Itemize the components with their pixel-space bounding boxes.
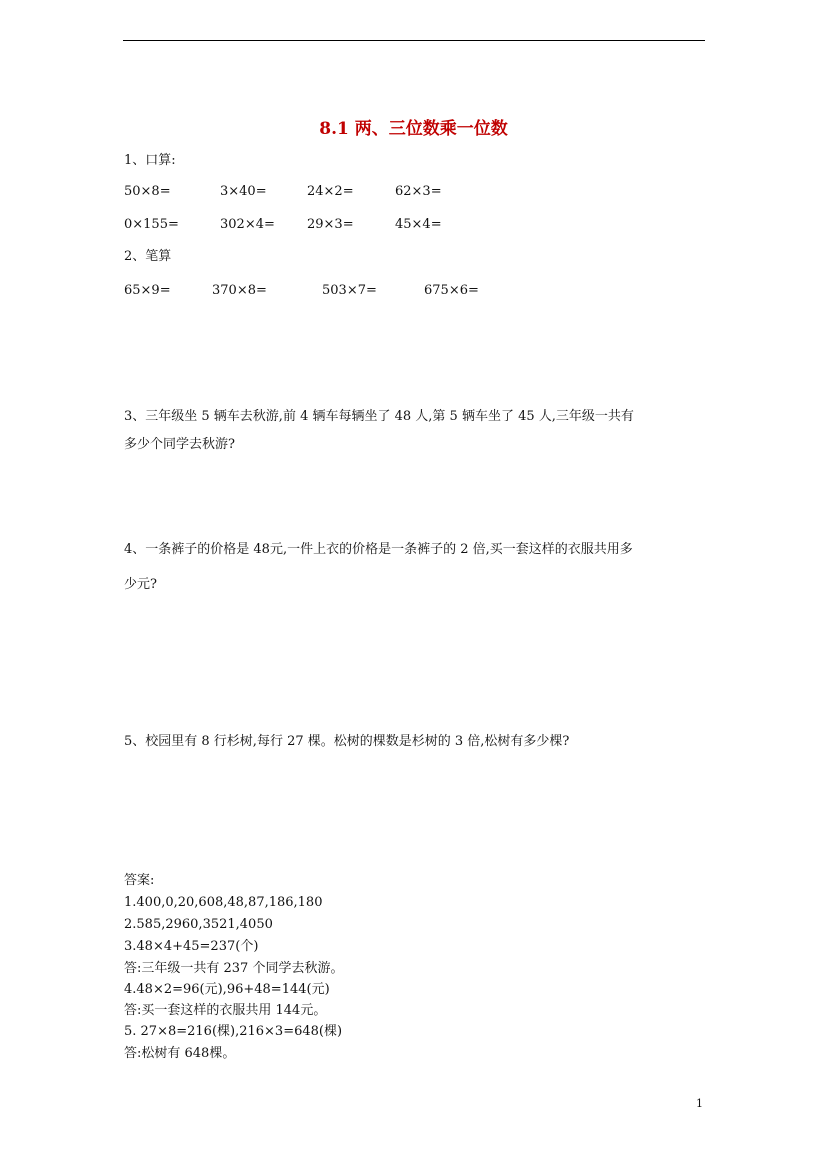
q2-item-2: 370×8= [212,283,267,298]
q1-row2-item-2: 302×4= [220,217,275,232]
q1-row1-item-3: 24×2= [307,184,354,199]
q1-row2-item-4: 45×4= [395,217,442,232]
answer-line-2: 2.585,2960,3521,4050 [124,917,273,932]
q4-line-2: 少元? [124,577,157,592]
answer-line-6: 答:买一套这样的衣服共用 144元。 [124,1003,327,1018]
q4-line-1: 4、一条裤子的价格是 48元,一件上衣的价格是一条裤子的 2 倍,买一套这样的衣服共用多 [124,542,633,557]
answers-heading: 答案: [124,873,155,888]
q2-item-3: 503×7= [322,283,377,298]
q1-row1-item-1: 50×8= [124,184,171,199]
q1-row1-item-4: 62×3= [395,184,442,199]
q2-heading: 2、笔算 [124,249,172,264]
answer-line-3: 3.48×4+45=237(个) [124,939,259,954]
answer-line-8: 答:松树有 648棵。 [124,1046,236,1061]
q1-row2-item-1: 0×155= [124,217,179,232]
answer-line-7: 5. 27×8=216(棵),216×3=648(棵) [124,1024,343,1039]
answer-line-5: 4.48×2=96(元),96+48=144(元) [124,982,330,997]
q2-item-4: 675×6= [424,283,479,298]
answer-line-4: 答:三年级一共有 237 个同学去秋游。 [124,961,344,976]
page-title: 8.1 两、三位数乘一位数 [319,119,508,139]
page-number: 1 [696,1097,703,1110]
q3-line-2: 多少个同学去秋游? [124,437,235,452]
header-rule [123,40,705,41]
q1-heading: 1、口算: [124,153,176,168]
q1-row2-item-3: 29×3= [307,217,354,232]
q2-item-1: 65×9= [124,283,171,298]
q1-row1-item-2: 3×40= [220,184,267,199]
q3-line-1: 3、三年级坐 5 辆车去秋游,前 4 辆车每辆坐了 48 人,第 5 辆车坐了 45 人,三年级一共有 [124,409,634,424]
q5-line-1: 5、校园里有 8 行杉树,每行 27 棵。松树的棵数是杉树的 3 倍,松树有多少棵? [124,734,570,749]
answer-line-1: 1.400,0,20,608,48,87,186,180 [124,895,323,910]
